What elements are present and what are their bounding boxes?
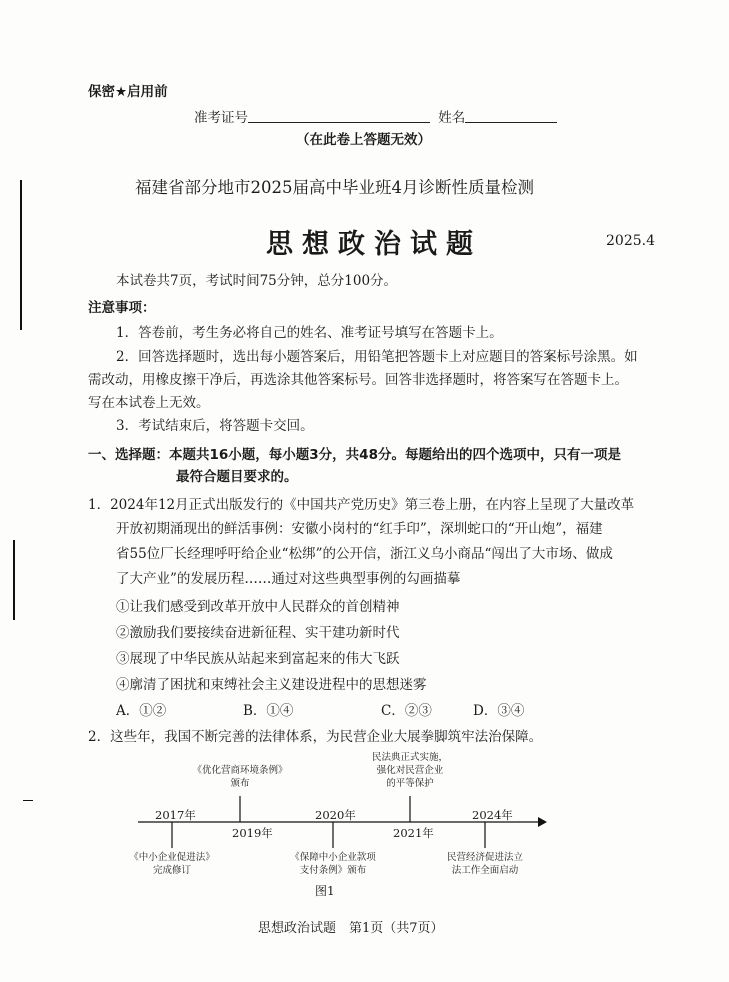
question-2-stem: 2．这些年，我国不断完善的法律体系，为民营企业大展拳脚筑牢法治保障。 <box>88 729 543 745</box>
section-heading: 一、选择题：本题共16小题，每小题3分，共48分。每题给出的四个选项中，只有一项是 <box>88 447 621 463</box>
question-1-option-c: C．②③ <box>381 703 432 719</box>
timeline-event-2021 <box>355 752 465 790</box>
timeline-year-2019: 2019年 <box>232 826 273 840</box>
event-text: 颁布 <box>230 777 250 789</box>
timeline-year-2021: 2021年 <box>393 826 434 840</box>
question-1-stem-cont: 了大产业”的发展历程……通过对这些典型事例的勾画描摹 <box>116 571 461 587</box>
note-item-2: 2．回答选择题时，选出每小题答案后，用铅笔把答题卡上对应题目的答案标号涂黑。如 <box>116 349 638 365</box>
event-text: 支付条例》颁布 <box>299 864 367 876</box>
note-item-2-cont: 写在本试卷上无效。 <box>88 395 210 411</box>
question-1-statement: ④廓清了困扰和束缚社会主义建设进程中的思想迷雾 <box>116 677 427 693</box>
confidential-label: 保密★启用前 <box>88 84 168 100</box>
timeline-arrow-icon <box>538 817 547 827</box>
candidate-info-line <box>194 110 557 126</box>
subject-title: 思想政治试题 <box>266 229 482 260</box>
figure-caption: 图1 <box>315 884 335 898</box>
question-1-statement: ②激励我们要接续奋进新征程、实干建功新时代 <box>116 625 400 641</box>
timeline-event-2019 <box>175 765 305 791</box>
question-1-option-d: D．③④ <box>473 703 525 719</box>
exam-id-label: 准考证号 <box>194 110 248 126</box>
question-1-stem-cont: 省55位厂长经理呼吁给企业“松绑”的公开信，浙江义乌小商品“闯出了大市场、做成 <box>116 546 613 562</box>
question-1-statement: ③展现了中华民族从站起来到富起来的伟大飞跃 <box>116 651 400 667</box>
event-text: 强化对民营企业 <box>376 764 444 776</box>
event-text: 民法典正式实施， <box>371 752 448 763</box>
timeline-event-2020 <box>268 852 398 878</box>
exam-title: 福建省部分地市2025届高中毕业班4月诊断性质量检测 <box>135 178 534 197</box>
scan-edge-mark <box>23 800 33 801</box>
timeline-year-2024: 2024年 <box>472 808 513 822</box>
event-text: 完成修订 <box>152 864 191 876</box>
event-text: 《优化营商环境条例》 <box>192 765 288 776</box>
event-text: 《保障中小企业款项 <box>290 852 376 863</box>
timeline-event-2024 <box>425 852 545 878</box>
event-text: 民营经济促进法立 <box>446 852 523 863</box>
note-item-3: 3．考试结束后，将答题卡交回。 <box>116 418 314 434</box>
exam-date: 2025.4 <box>606 233 655 249</box>
question-1-option-b: B．①④ <box>243 703 294 719</box>
question-1-statement: ①让我们感受到改革开放中人民群众的首创精神 <box>116 599 400 615</box>
event-text: 的平等保护 <box>386 777 434 789</box>
invalid-note: （在此卷上答题无效） <box>296 132 431 148</box>
name-label: 姓名 <box>438 110 466 126</box>
scan-edge-mark <box>13 540 15 620</box>
question-1-option-a: A．①② <box>116 703 167 719</box>
note-item-1: 1．答卷前，考生务必将自己的姓名、准考证号填写在答题卡上。 <box>116 325 503 341</box>
timeline-year-2017: 2017年 <box>155 808 196 822</box>
event-text: 《中小企业促进法》 <box>129 852 215 863</box>
scan-edge-mark <box>20 180 22 330</box>
notes-heading: 注意事项： <box>88 300 156 316</box>
question-1-stem-cont: 开放初期涌现出的鲜活事例：安徽小岗村的“红手印”，深圳蛇口的“开山炮”，福建 <box>116 521 603 537</box>
name-blank[interactable] <box>465 110 557 123</box>
timeline-event-2017 <box>107 852 237 878</box>
timeline-year-2020: 2020年 <box>315 808 356 822</box>
note-item-2-cont: 需改动，用橡皮擦干净后，再选涂其他答案标号。回答非选择题时，将答案写在答题卡上。 <box>88 372 628 388</box>
event-text: 法工作全面启动 <box>451 864 519 876</box>
section-heading-cont: 最符合题目要求的。 <box>176 469 298 485</box>
exam-intro: 本试卷共7页，考试时间75分钟，总分100分。 <box>116 273 398 289</box>
question-1-stem: 1．2024年12月正式出版发行的《中国共产党历史》第三卷上册，在内容上呈现了大量改革 <box>88 497 635 513</box>
exam-id-blank[interactable] <box>248 110 430 123</box>
page-footer: 思想政治试题 第1页（共7页） <box>258 921 444 936</box>
